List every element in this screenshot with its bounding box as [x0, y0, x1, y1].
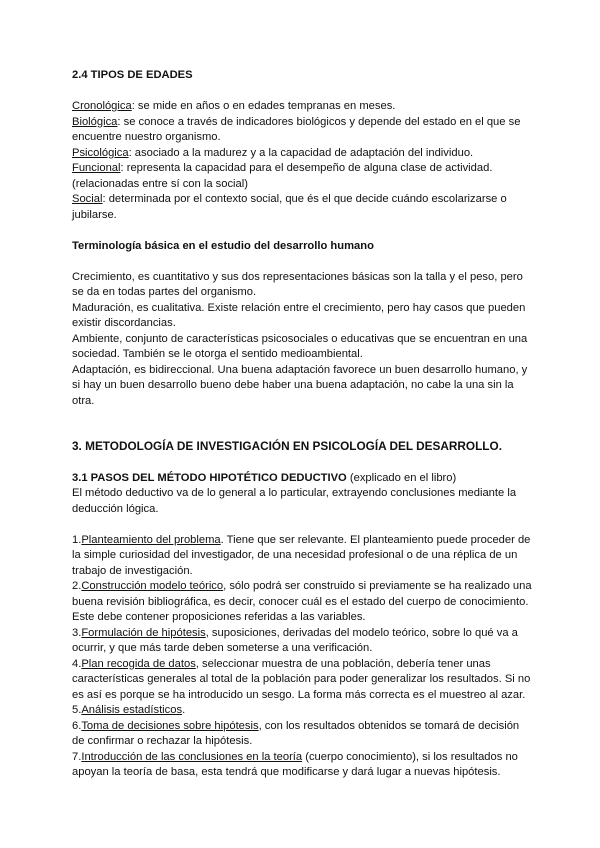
- step-desc: . Tiene que ser relevante. El planteamiento puede proceder de la simple curiosidad del investigador, de una necesidad profesional o de una réplica de un trabajo de investigación.: [72, 533, 531, 577]
- step-term: Análisis estadísticos: [81, 704, 183, 716]
- terminology-paragraph: Ambiente, conjunto de características psicosociales o educativas que se encuentran en una sociedad. También se le otorga el sentido medioambiental.: [72, 332, 528, 360]
- step-desc: , seleccionar muestra de una población, debería tener unas características generales al total de la población para poder generalizar los resultados. Si no es así es porque se ha introducido un sesgo. La forma más correcta es el muestreo al azar.: [72, 657, 531, 701]
- step-number: 6: [72, 719, 79, 732]
- edad-item-funcional: [72, 161, 532, 192]
- method-step: 1.Planteamiento del problema. Tiene que ser relevante. El planteamiento puede proceder de la simple curiosidad del investigador, de una necesidad profesional o de una réplica de un trabajo de investigación.: [72, 533, 531, 577]
- step-desc: , sólo podrá ser construido si previamente se ha realizado una buena revisión bibliográfica, es decir, conocer cuál es el estado del cuerpo de conocimiento. Este debe contener proposiciones referidas a las variables.: [72, 580, 532, 623]
- edad-desc: : representa la capacidad para el desempeño de alguna clase de actividad. (relacionadas entre sí con la social): [72, 162, 493, 190]
- step-term: Introducción de las conclusiones en la teoría: [81, 750, 303, 763]
- edad-term: Social: [72, 193, 103, 205]
- method-step: 6.Toma de decisiones sobre hipótesis, con los resultados obtenidos se tomará de decisión de confirmar o rechazar la hipótesis.: [72, 719, 520, 747]
- method-intro: El método deductivo va de lo general a lo particular, extrayendo conclusiones mediante la deducción lógica.: [72, 487, 517, 515]
- terminology-paragraph: Adaptación, es bidireccional. Una buena adaptación favorece un buen desarrollo humano, y si hay un buen desarrollo bueno debe haber una buena adaptación, no cabe la una sin la otra.: [72, 363, 528, 407]
- step-desc: (cuerpo conocimiento), si los resultados no apoyan la teoría de basa, esta tendrá que modificarse y dará lugar a nuevas hipótesis.: [72, 750, 518, 778]
- edad-item-cronologica: [72, 99, 532, 115]
- edad-item-psicologica: [72, 146, 532, 162]
- edad-term: Cronológica: [72, 100, 132, 112]
- edad-desc: : se mide en años o en edades tempranas en meses.: [131, 100, 396, 112]
- terminology-title: Terminología básica en el estudio del desarrollo humano: [72, 239, 374, 252]
- edad-term: Funcional: [72, 162, 121, 174]
- method-step: 4.Plan recogida de datos, seleccionar muestra de una población, debería tener unas características generales al total de la población para poder generalizar los resultados. Si no es así es porque se ha introducido un sesgo. La forma más correcta es el muestreo al azar.: [72, 657, 531, 701]
- edad-desc: : determinada por el contexto social, que és el que decide cuándo escolarizarse o jubilarse.: [72, 193, 507, 221]
- method-step: 5.Análisis estadísticos.: [72, 704, 186, 716]
- edad-desc: : se conoce a través de indicadores biológicos y depende del estado en el que se encuentre nuestro organismo.: [72, 115, 521, 143]
- edad-item-social: [72, 192, 532, 223]
- step-term: Plan recogida de datos: [81, 657, 196, 670]
- subsection-title-pasos: [72, 471, 532, 487]
- terminology-paragraph: Maduración, es cualitativa. Existe relación entre el crecimiento, pero hay casos que pueden existir discordancias.: [72, 301, 526, 329]
- step-number: 7: [72, 750, 79, 763]
- section-title-tipos-edades: 2.4 TIPOS DE EDADES: [72, 69, 193, 81]
- step-term: Formulación de hipótesis: [81, 626, 206, 639]
- method-step: 2.Construcción modelo teórico, sólo podrá ser construido si previamente se ha realizado una buena revisión bibliográfica, es decir, conocer cuál es el estado del cuerpo de conocimiento. Este debe contener proposiciones referidas a las variables.: [72, 580, 532, 623]
- step-term: Planteamiento del problema: [81, 533, 221, 546]
- step-term: Construcción modelo teórico: [81, 580, 224, 592]
- step-number: 4: [72, 657, 79, 670]
- terminology-paragraph: Crecimiento, es cuantitativo y sus dos representaciones básicas son la talla y el peso, pero se da en todas partes del organismo.: [72, 270, 523, 298]
- step-number: 1: [72, 533, 79, 546]
- method-step: 3.Formulación de hipótesis, suposiciones, derivadas del modelo teórico, sobre lo qué va a ocurrir, y que más tarde deben someterse a una verificación.: [72, 626, 518, 654]
- subsection-note: (explicado en el libro): [346, 471, 457, 484]
- edad-term: Biológica: [72, 115, 118, 128]
- step-number: 2: [72, 580, 79, 592]
- edad-desc: : asociado a la madurez y a la capacidad de adaptación del individuo.: [128, 146, 474, 159]
- subsection-title-text: 3.1 PASOS DEL MÉTODO HIPOTÉTICO DEDUCTIVO: [72, 471, 347, 484]
- step-desc: .: [182, 704, 186, 716]
- method-step: 7.Introducción de las conclusiones en la teoría (cuerpo conocimiento), si los resultados no apoyan la teoría de basa, esta tendrá que modificarse y dará lugar a nuevas hipótesis.: [72, 750, 518, 778]
- edad-item-biologica: [72, 115, 532, 146]
- step-term: Toma de decisiones sobre hipótesis: [81, 719, 259, 732]
- step-number: 3: [72, 626, 79, 639]
- section-title-metodologia: 3. METODOLOGÍA DE INVESTIGACIÓN EN PSICOLOGÍA DEL DESARROLLO.: [72, 439, 502, 453]
- edad-term: Psicológica: [72, 146, 129, 159]
- step-number: 5: [72, 704, 79, 716]
- step-desc: , con los resultados obtenidos se tomará de decisión de confirmar o rechazar la hipótesis.: [72, 719, 520, 747]
- step-desc: , suposiciones, derivadas del modelo teórico, sobre lo qué va a ocurrir, y que más tarde deben someterse a una verificación.: [72, 626, 518, 654]
- document-page: [72, 68, 532, 781]
